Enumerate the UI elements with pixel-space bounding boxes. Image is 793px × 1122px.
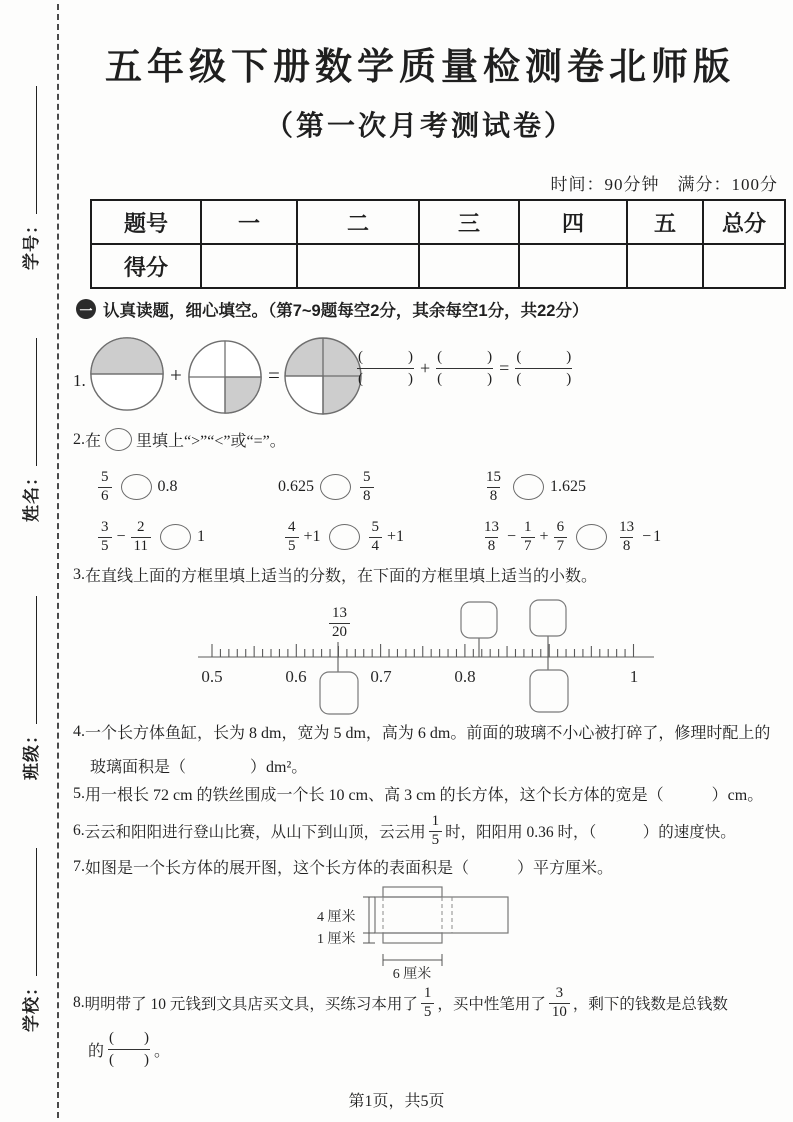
- school-field: [17, 848, 42, 1032]
- question-3-number: 3.: [73, 565, 85, 583]
- section-one-title: 认真读题，细心填空。（第7~9题每空2分，其余每空1分，共22分）: [103, 302, 589, 320]
- fraction: $\frac{3}{10}$: [549, 986, 570, 1021]
- equals-sign: =: [268, 363, 280, 387]
- comparison-item-c: [480, 470, 586, 505]
- section-one-header: [76, 297, 588, 321]
- answer-box-decimal: [320, 672, 358, 714]
- fraction: $\frac{1}{5}$: [429, 814, 443, 849]
- score-header-cell: 五: [627, 200, 703, 244]
- school-label: 学校：: [22, 978, 41, 1032]
- question-text: 玻璃面积是（ ）dm²。: [90, 759, 308, 776]
- score-cell: [297, 244, 419, 288]
- fraction: $\frac{3}{5}$: [98, 520, 112, 555]
- comparison-item-e: [282, 520, 406, 555]
- score-header-cell: 二: [297, 200, 419, 244]
- fraction: $\frac{5}{6}$: [98, 470, 112, 505]
- student-name-field: [17, 338, 42, 522]
- fraction: $\frac{2}{11}$: [131, 520, 151, 555]
- plus-sign: +: [170, 363, 182, 387]
- minus-sign: −: [642, 528, 652, 546]
- pie-one-quarter-shaded: [186, 338, 264, 416]
- prompt-text: 在: [85, 433, 102, 450]
- question-text: ，剩下的钱数是总钱数: [572, 996, 728, 1014]
- question-4-number: 4.: [73, 722, 85, 740]
- question-2: [70, 428, 770, 568]
- plus-sign: +: [420, 357, 431, 378]
- student-id-line: [33, 86, 37, 214]
- tick-label: 0.6: [285, 667, 307, 686]
- question-text: 如图是一个长方体的展开图，这个长方体的表面积是（ ）平方厘米。: [85, 860, 614, 877]
- comparison-circle: [329, 524, 360, 550]
- comparison-circle: [513, 474, 544, 500]
- fraction: $\frac{15}{8}$: [486, 469, 501, 504]
- score-header-cell: 四: [519, 200, 627, 244]
- score-table: [90, 199, 786, 289]
- equals-sign: =: [499, 357, 510, 378]
- score-header-cell: 题号: [91, 200, 201, 244]
- question-text: 的: [88, 1042, 105, 1060]
- comparison-circle: [121, 474, 152, 500]
- dimension-label-height: 4 厘米: [317, 910, 356, 925]
- class-line: [33, 596, 37, 724]
- question-3-text: [73, 563, 597, 586]
- question-5: [73, 782, 763, 805]
- pie-shaded-quarter: [225, 377, 261, 413]
- fraction: $\frac{1}{7}$: [521, 520, 535, 555]
- answer-box-fraction: [530, 600, 566, 636]
- prompt-text: 里填上“>”“<”或“=”。: [136, 433, 286, 450]
- class-label: 班级：: [22, 726, 41, 780]
- blank-fraction: ( ) ( ): [516, 349, 572, 387]
- question-8-number: 8.: [73, 994, 85, 1012]
- margin-dashed-divider: [57, 4, 59, 1118]
- fraction: $\frac{5}{4}$: [369, 520, 383, 555]
- question-2-prompt: [73, 428, 286, 451]
- given-fraction-13-20: $\frac{13}{20}$: [329, 606, 350, 641]
- tick-label: 0.7: [370, 667, 392, 686]
- pie-one-half-shaded: [88, 335, 166, 413]
- score-cell: [419, 244, 519, 288]
- comparison-circle: [320, 474, 351, 500]
- comparison-circle: [160, 524, 191, 550]
- answer-box-decimal: [530, 670, 568, 712]
- question-text: 时，阳阳用 0.36 时，（ ）的速度快。: [445, 824, 736, 842]
- question-text: 一个长方体鱼缸，长为 8 dm，宽为 5 dm，高为 6 dm。前面的玻璃不小心被打碎了，修理时配上的: [85, 725, 771, 742]
- number-value: 1: [196, 528, 205, 546]
- plus-sign: +: [539, 528, 549, 546]
- question-text: 用一根长 72 cm 的铁丝围成一个长 10 cm、高 3 cm 的长方体，这个长方体的宽是（ ）cm。: [85, 787, 764, 804]
- question-4-line1: [73, 720, 770, 743]
- fraction: $\frac{6}{7}$: [554, 520, 568, 555]
- comparison-item-d: [95, 520, 205, 555]
- number-line-diagram: [170, 592, 670, 732]
- plus-one-text: +1: [303, 528, 321, 546]
- number-value: 1: [653, 528, 662, 546]
- minus-sign: −: [507, 528, 517, 546]
- class-field: [17, 596, 42, 780]
- fraction: $\frac{4}{5}$: [285, 520, 299, 555]
- student-name-label: 姓名：: [22, 468, 41, 522]
- blank-fraction: ( ) ( ): [437, 349, 493, 387]
- page-title: 五年级下册数学质量检测卷北师版: [105, 47, 735, 88]
- dimension-label-flap: 1 厘米: [317, 932, 356, 947]
- question-1: [70, 333, 716, 433]
- question-1-answer-blanks: [353, 349, 576, 387]
- comparison-circle: [576, 524, 607, 550]
- score-cell: [627, 244, 703, 288]
- question-8-line1: [73, 986, 728, 1021]
- score-cell: [703, 244, 785, 288]
- question-2-number: 2.: [73, 430, 85, 448]
- comparison-item-a: [95, 470, 178, 505]
- tick-label: 0.5: [201, 667, 223, 686]
- comparison-item-b: [278, 470, 377, 505]
- score-header-cell: 三: [419, 200, 519, 244]
- decimal-value: 0.8: [157, 478, 178, 496]
- question-8-line2: [88, 1030, 170, 1068]
- fraction: $\frac{5}{8}$: [360, 470, 374, 505]
- score-header-cell: 一: [201, 200, 297, 244]
- question-6-number: 6.: [73, 822, 85, 840]
- net-top-flap: [383, 887, 442, 897]
- question-text: 明明带了 10 元钱到文具店买文具，买练习本用了: [84, 996, 418, 1014]
- question-7-number: 7.: [73, 857, 85, 875]
- question-text: 在直线上面的方框里填上适当的分数，在下面的方框里填上适当的小数。: [85, 568, 598, 585]
- page-subtitle: （第一次月考测试卷）: [264, 111, 575, 142]
- blank-fraction: ( ) ( ): [109, 1030, 150, 1068]
- score-row-label: 得分: [91, 244, 201, 288]
- student-name-line: [33, 338, 37, 466]
- student-id-field: [17, 86, 42, 270]
- box-net-diagram: [295, 874, 540, 986]
- fraction: $\frac{13}{8}$: [484, 519, 499, 554]
- question-1-number: 1.: [73, 371, 86, 390]
- time-score-meta: 时间：90分钟 满分：100分: [550, 175, 778, 194]
- score-cell: [519, 244, 627, 288]
- student-id-label: 学号：: [22, 216, 41, 270]
- fraction: $\frac{13}{8}$: [619, 519, 635, 554]
- answer-box-fraction: [461, 602, 497, 638]
- pie-shaded-half: [91, 338, 163, 374]
- question-4-line2: [90, 754, 307, 777]
- school-line: [33, 848, 37, 976]
- net-bottom-flap: [383, 933, 442, 943]
- comparison-circle: [105, 428, 132, 451]
- fraction: $\frac{1}{5}$: [421, 986, 435, 1021]
- pie-unshaded-quarter: [285, 376, 323, 414]
- question-text: 云云和阳阳进行登山比赛，从山下到山顶，云云用: [84, 824, 426, 842]
- score-table-score-row: [91, 244, 785, 288]
- score-table-header-row: [91, 200, 785, 244]
- tick-label: 0.8: [454, 667, 476, 686]
- score-header-cell: 总分: [703, 200, 785, 244]
- comparison-item-f: [478, 520, 661, 555]
- decimal-value: 1.625: [550, 478, 586, 496]
- question-text: 。: [154, 1042, 171, 1060]
- number-line-ticks: [212, 644, 634, 657]
- question-6: [73, 814, 736, 849]
- dimension-label-width: 6 厘米: [392, 967, 432, 982]
- minus-sign: −: [116, 528, 126, 546]
- question-5-number: 5.: [73, 784, 85, 802]
- score-cell: [201, 244, 297, 288]
- decimal-value: 0.625: [278, 478, 314, 496]
- question-text: ，买中性笔用了: [437, 996, 546, 1014]
- pie-three-quarters-shaded: [282, 335, 364, 417]
- section-one-badge-icon: 一: [76, 299, 96, 319]
- blank-fraction: ( ) ( ): [358, 349, 413, 387]
- tick-label: 1: [629, 667, 639, 686]
- page-footer: 第1页，共5页: [348, 1093, 445, 1110]
- plus-one-text: +1: [387, 528, 405, 546]
